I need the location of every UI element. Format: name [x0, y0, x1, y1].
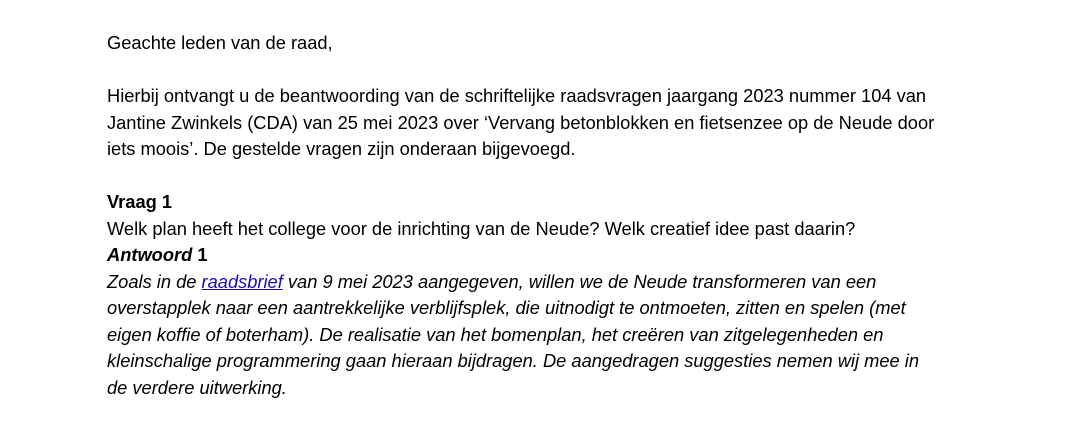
answer-line — [107, 269, 1047, 296]
answer-line: overstapplek naar een aantrekkelijke verblijfsplek, die uitnodigt te ontmoeten, zitten en spelen (met — [107, 297, 906, 318]
spacer — [107, 163, 1047, 190]
letter-body — [107, 30, 1047, 401]
answer-line: kleinschalige programmering gaan hieraan bijdragen. De aangedragen suggesties nemen wij mee in — [107, 350, 919, 371]
answer-line: de verdere uitwerking. — [107, 376, 287, 398]
answer-heading-word: Antwoord — [107, 244, 193, 265]
raadsbrief-link[interactable]: raadsbrief — [201, 270, 283, 292]
answer-paragraph — [107, 269, 1047, 402]
salutation: Geachte leden van de raad, — [107, 32, 333, 53]
intro-line: Hierbij ontvangt u de beantwoording van de schriftelijke raadsvragen jaargang 2023 nummer 104 van — [107, 85, 927, 106]
question-heading: Vraag 1 — [107, 191, 173, 212]
answer-heading-number: 1 — [192, 244, 208, 265]
spacer — [107, 57, 1047, 84]
answer-text: Zoals in de — [107, 270, 202, 292]
intro-line: Jantine Zwinkels (CDA) van 25 mei 2023 over ‘Vervang betonblokken en fietsenzee op de Neude door — [107, 111, 935, 133]
answer-text: van 9 mei 2023 aangegeven, willen we de Neude transformeren van een — [282, 270, 877, 292]
answer-heading — [107, 242, 1047, 269]
answer-line: eigen koffie of boterham). De realisatie van het bomenplan, het creëren van zitgelegenheden en — [107, 323, 884, 345]
intro-line: iets moois’. De gestelde vragen zijn onderaan bijgevoegd. — [107, 138, 576, 159]
question-text: Welk plan heeft het college voor de inrichting van de Neude? Welk creatief idee past daarin? — [107, 217, 856, 239]
intro-paragraph — [107, 83, 1047, 163]
